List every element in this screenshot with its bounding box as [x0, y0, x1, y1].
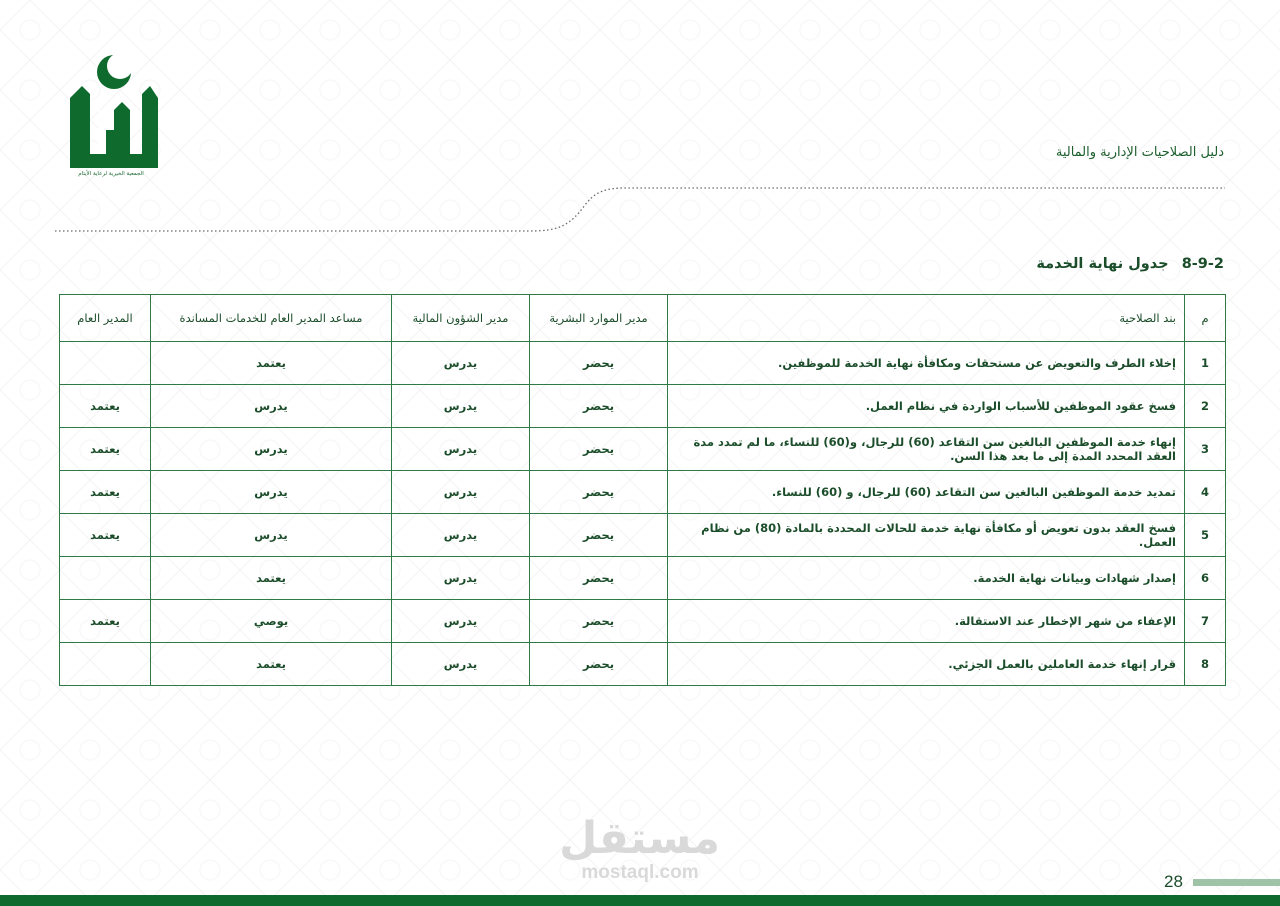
row-gm: يعتمد: [60, 514, 151, 557]
row-item: الإعفاء من شهر الإخطار عند الاستقالة.: [668, 600, 1185, 643]
row-hr-manager: يحضر: [530, 342, 668, 385]
row-hr-manager: يحضر: [530, 557, 668, 600]
row-hr-manager: يحضر: [530, 385, 668, 428]
section-title: [1036, 256, 1224, 272]
row-hr-manager: يحضر: [530, 514, 668, 557]
row-number: 4: [1185, 471, 1226, 514]
row-item: إنهاء خدمة الموظفين البالغين سن التقاعد (60) للرجال، و(60) للنساء، ما لم تمدد مدة العقد المحدد المدة إلى ما بعد هذا السن.: [668, 428, 1185, 471]
row-finance-manager: يدرس: [392, 643, 530, 686]
row-number: 3: [1185, 428, 1226, 471]
header-finance-manager: مدير الشؤون المالية: [392, 295, 530, 342]
row-gm: يعتمد: [60, 428, 151, 471]
row-finance-manager: يدرس: [392, 385, 530, 428]
watermark-arabic: مستقل: [559, 813, 720, 864]
row-gm: يعتمد: [60, 471, 151, 514]
footer-bar: [0, 895, 1280, 906]
row-item: تمديد خدمة الموظفين البالغين سن التقاعد (60) للرجال، و (60) للنساء.: [668, 471, 1185, 514]
table-row: [60, 600, 1226, 643]
section-heading: جدول نهاية الخدمة: [1036, 256, 1169, 272]
header-num: م: [1185, 295, 1226, 342]
watermark-latin: mostaql.com: [581, 862, 699, 883]
mostaql-watermark: [560, 815, 720, 885]
row-item: فسخ عقود الموظفين للأسباب الواردة في نظام العمل.: [668, 385, 1185, 428]
row-finance-manager: يدرس: [392, 600, 530, 643]
row-number: 1: [1185, 342, 1226, 385]
row-gm: [60, 557, 151, 600]
row-assistant-gm: يدرس: [151, 428, 392, 471]
table-row: [60, 428, 1226, 471]
row-number: 2: [1185, 385, 1226, 428]
row-assistant-gm: يعتمد: [151, 557, 392, 600]
document-title: دليل الصلاحيات الإدارية والمالية: [1055, 145, 1224, 160]
header-item: بند الصلاحية: [668, 295, 1185, 342]
row-finance-manager: يدرس: [392, 514, 530, 557]
page-number-accent: [1193, 879, 1280, 886]
organization-logo: [62, 50, 172, 180]
row-finance-manager: يدرس: [392, 428, 530, 471]
header-gm: المدير العام: [60, 295, 151, 342]
row-gm: يعتمد: [60, 600, 151, 643]
row-assistant-gm: يوصي: [151, 600, 392, 643]
row-item: فسخ العقد بدون تعويض أو مكافأة نهاية خدمة للحالات المحددة بالمادة (80) من نظام العمل.: [668, 514, 1185, 557]
row-finance-manager: يدرس: [392, 557, 530, 600]
row-number: 7: [1185, 600, 1226, 643]
row-item: قرار إنهاء خدمة العاملين بالعمل الجزئي.: [668, 643, 1185, 686]
table-row: [60, 557, 1226, 600]
row-hr-manager: يحضر: [530, 471, 668, 514]
logo-caption: الجمعية الخيرية لرعاية الأيتام: [78, 171, 144, 177]
row-number: 5: [1185, 514, 1226, 557]
table-row: [60, 471, 1226, 514]
row-hr-manager: يحضر: [530, 643, 668, 686]
row-assistant-gm: يدرس: [151, 385, 392, 428]
row-assistant-gm: يعتمد: [151, 342, 392, 385]
row-item: إصدار شهادات وبيانات نهاية الخدمة.: [668, 557, 1185, 600]
row-hr-manager: يحضر: [530, 428, 668, 471]
table-header-row: [60, 295, 1226, 342]
row-number: 6: [1185, 557, 1226, 600]
page-number: 28: [1164, 872, 1183, 891]
table-row: [60, 514, 1226, 557]
row-assistant-gm: يعتمد: [151, 643, 392, 686]
table-row: [60, 342, 1226, 385]
row-item: إخلاء الطرف والتعويض عن مستحقات ومكافأة نهاية الخدمة للموظفين.: [668, 342, 1185, 385]
table-row: [60, 385, 1226, 428]
header-hr-manager: مدير الموارد البشرية: [530, 295, 668, 342]
row-finance-manager: يدرس: [392, 471, 530, 514]
row-assistant-gm: يدرس: [151, 471, 392, 514]
section-number: 8-9-2: [1181, 256, 1224, 272]
row-gm: يعتمد: [60, 385, 151, 428]
table-row: [60, 643, 1226, 686]
row-assistant-gm: يدرس: [151, 514, 392, 557]
row-hr-manager: يحضر: [530, 600, 668, 643]
row-number: 8: [1185, 643, 1226, 686]
header-assistant-gm: مساعد المدير العام للخدمات المساندة: [151, 295, 392, 342]
header-divider: [0, 180, 1280, 240]
row-finance-manager: يدرس: [392, 342, 530, 385]
authority-table: [59, 294, 1226, 686]
row-gm: [60, 342, 151, 385]
row-gm: [60, 643, 151, 686]
